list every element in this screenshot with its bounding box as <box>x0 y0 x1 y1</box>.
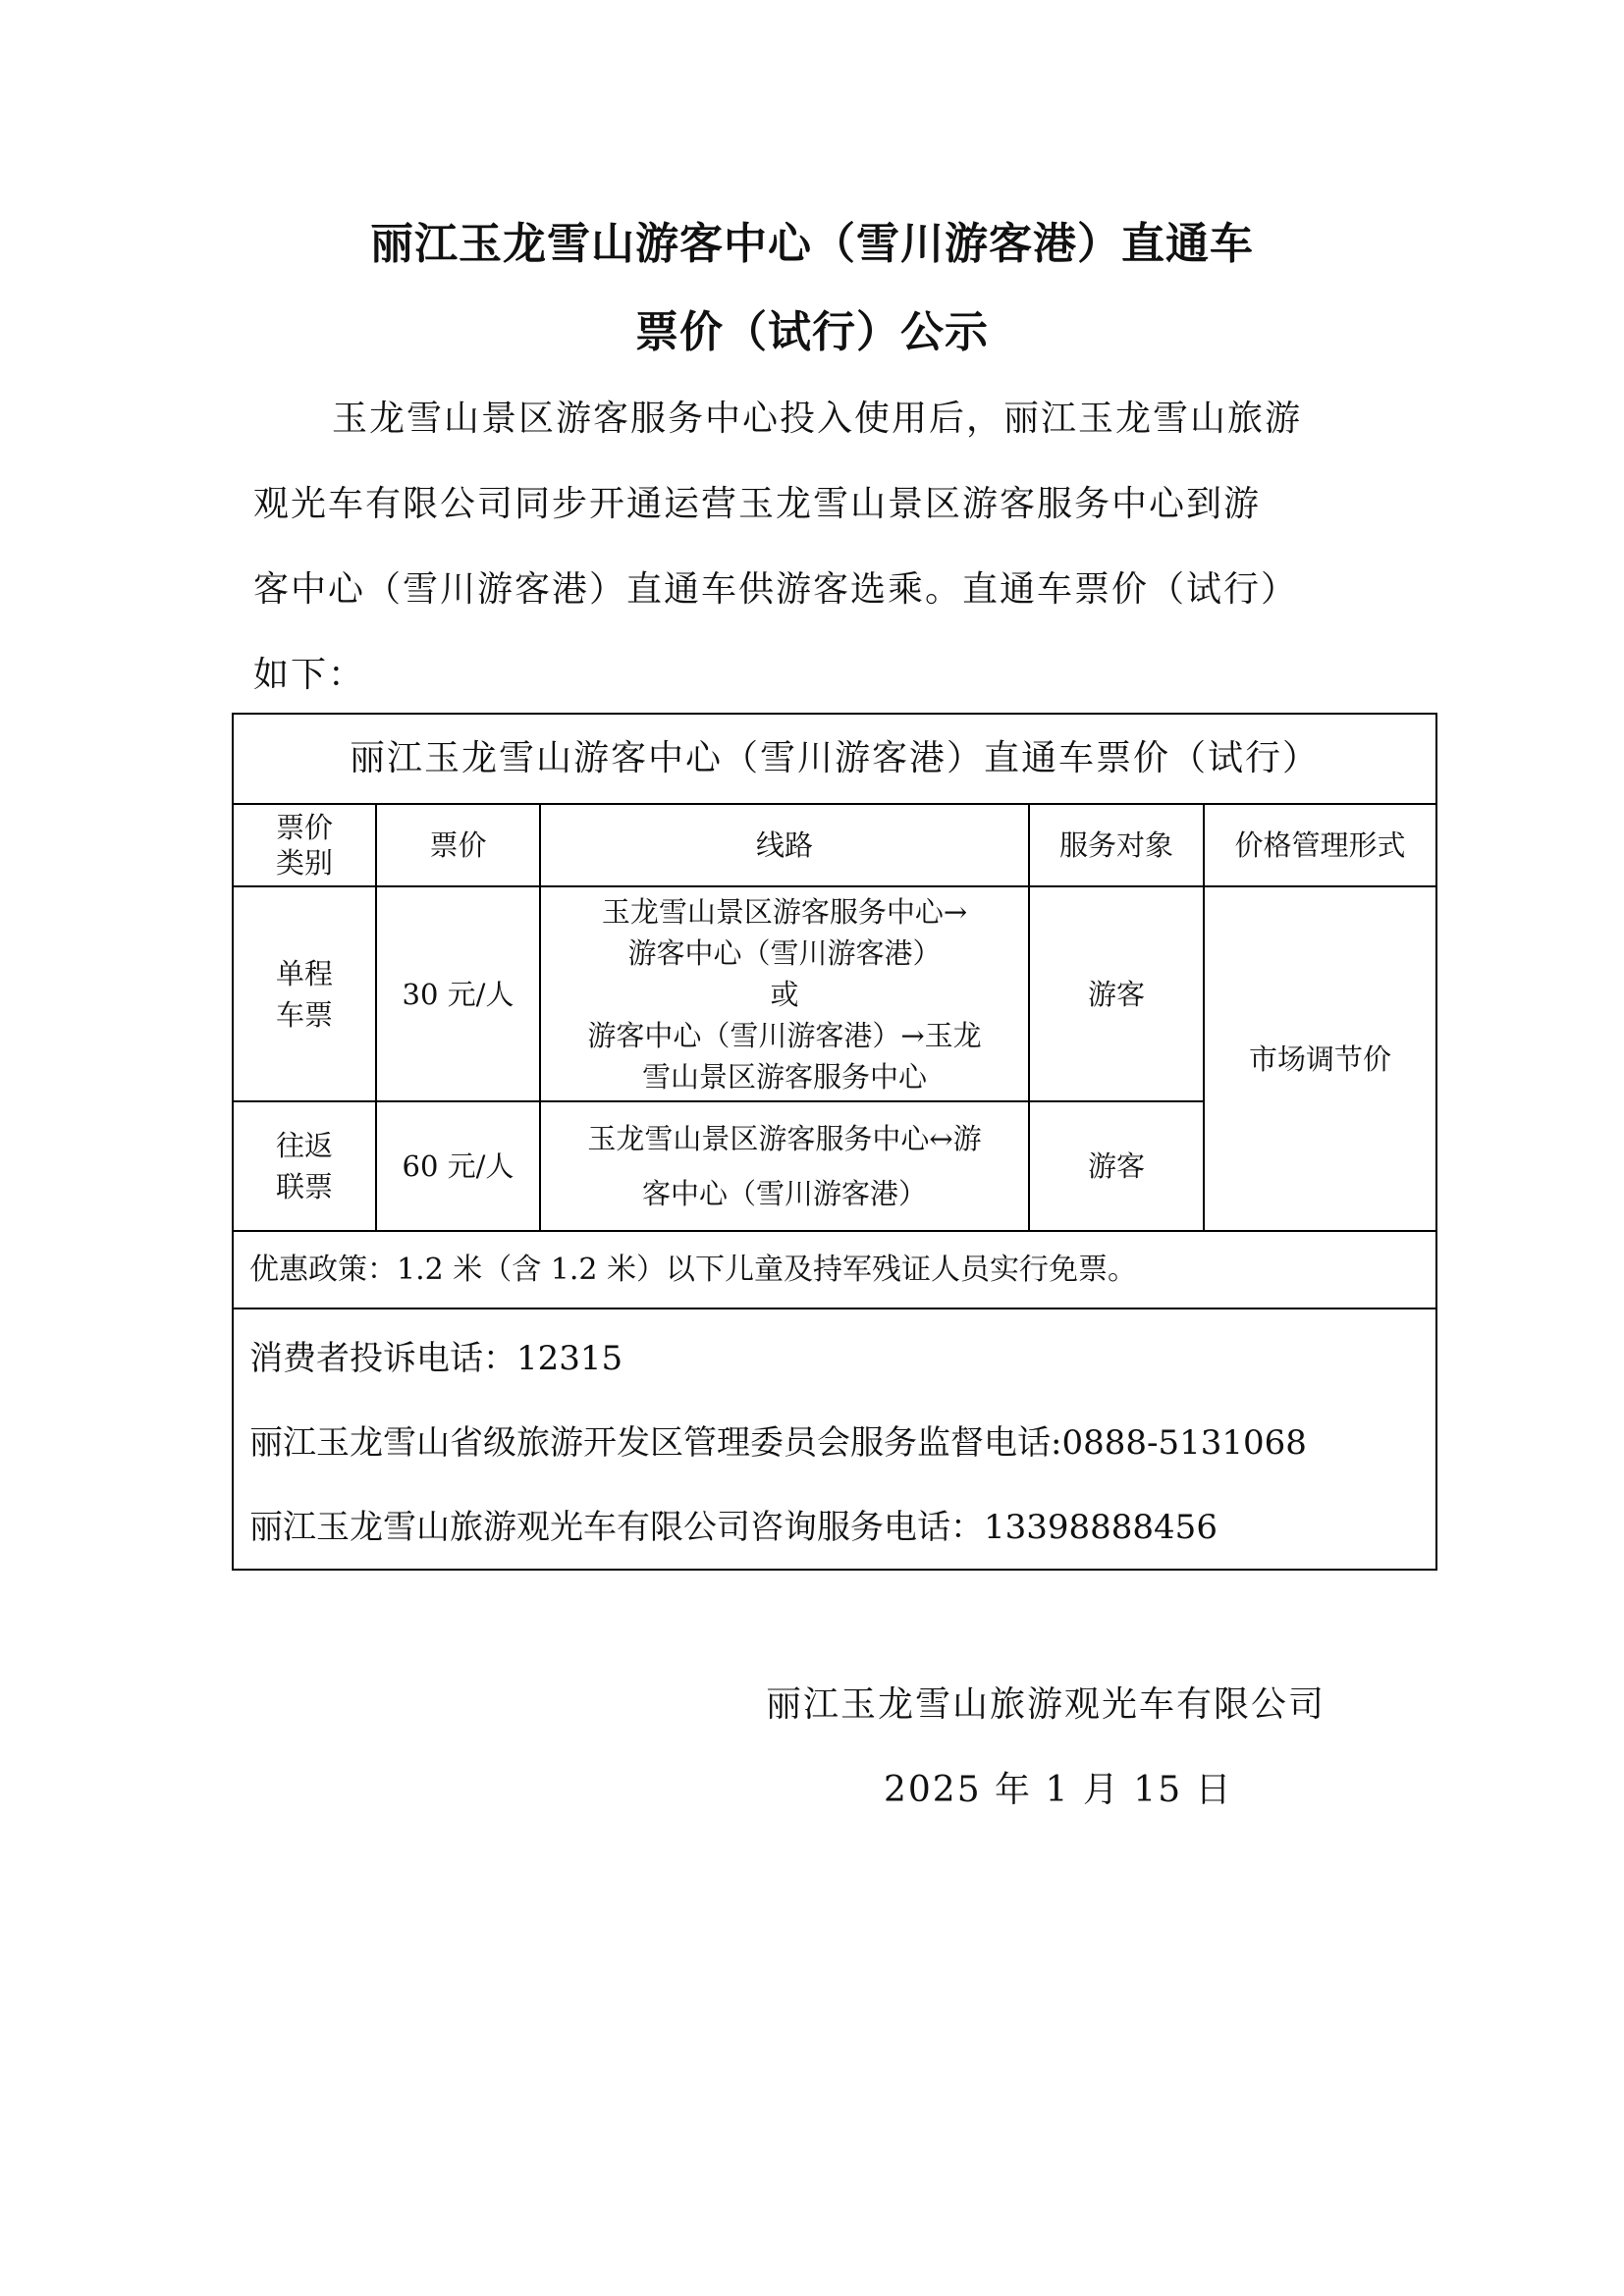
paragraph-line: 玉龙雪山景区游客服务中心投入使用后，丽江玉龙雪山旅游 <box>332 399 1303 439</box>
paragraph-line: 如下： <box>253 655 366 695</box>
price-cell: 60 元/人 <box>376 1101 540 1231</box>
route-line: 雪山景区游客服务中心 <box>641 1059 927 1094</box>
discount-policy: 优惠政策：1.2 米（含 1.2 米）以下儿童及持军残证人员实行免票。 <box>233 1231 1436 1308</box>
document-title-line-2: 票价（试行）公示 <box>635 307 989 357</box>
route-line: 玉龙雪山景区游客服务中心→ <box>601 894 968 929</box>
route-line: 或 <box>770 977 799 1011</box>
supervision-hotline: 丽江玉龙雪山省级旅游开发区管理委员会服务监督电话:0888-5131068 <box>249 1423 1307 1463</box>
route-cell <box>540 1101 1029 1231</box>
target-cell: 游客 <box>1029 1101 1204 1231</box>
header-price-management: 价格管理形式 <box>1204 804 1436 886</box>
header-price: 票价 <box>376 804 540 886</box>
price-management-cell: 市场调节价 <box>1204 886 1436 1231</box>
service-hotline: 丽江玉龙雪山旅游观光车有限公司咨询服务电话：13398888456 <box>249 1508 1218 1547</box>
route-line: 客中心（雪川游客港） <box>641 1177 927 1210</box>
contact-info <box>233 1308 1436 1570</box>
route-line: 玉龙雪山景区游客服务中心↔游 <box>587 1122 982 1155</box>
header-target: 服务对象 <box>1029 804 1204 886</box>
issue-date: 2025 年 1 月 15 日 <box>884 1770 1233 1810</box>
route-line: 游客中心（雪川游客港）→玉龙 <box>587 1018 982 1052</box>
header-ticket-type: 票价类别 <box>233 804 376 886</box>
ticket-type-cell: 往返联票 <box>233 1101 376 1231</box>
table-row <box>233 886 1436 1101</box>
fare-table <box>232 713 1437 1571</box>
ticket-type-cell: 单程车票 <box>233 886 376 1101</box>
issuer-company: 丽江玉龙雪山旅游观光车有限公司 <box>766 1684 1326 1725</box>
target-cell: 游客 <box>1029 886 1204 1101</box>
price-cell: 30 元/人 <box>376 886 540 1101</box>
table-header-row <box>233 804 1436 886</box>
complaint-hotline: 消费者投诉电话：12315 <box>249 1339 623 1378</box>
table-caption: 丽江玉龙雪山游客中心（雪川游客港）直通车票价（试行） <box>233 714 1436 804</box>
header-route: 线路 <box>540 804 1029 886</box>
paragraph-line: 观光车有限公司同步开通运营玉龙雪山景区游客服务中心到游 <box>253 484 1262 524</box>
route-cell <box>540 886 1029 1101</box>
route-line: 游客中心（雪川游客港） <box>627 935 942 970</box>
paragraph-line: 客中心（雪川游客港）直通车供游客选乘。直通车票价（试行） <box>253 569 1299 610</box>
document-title-line-1: 丽江玉龙雪山游客中心（雪川游客港）直通车 <box>370 219 1254 269</box>
